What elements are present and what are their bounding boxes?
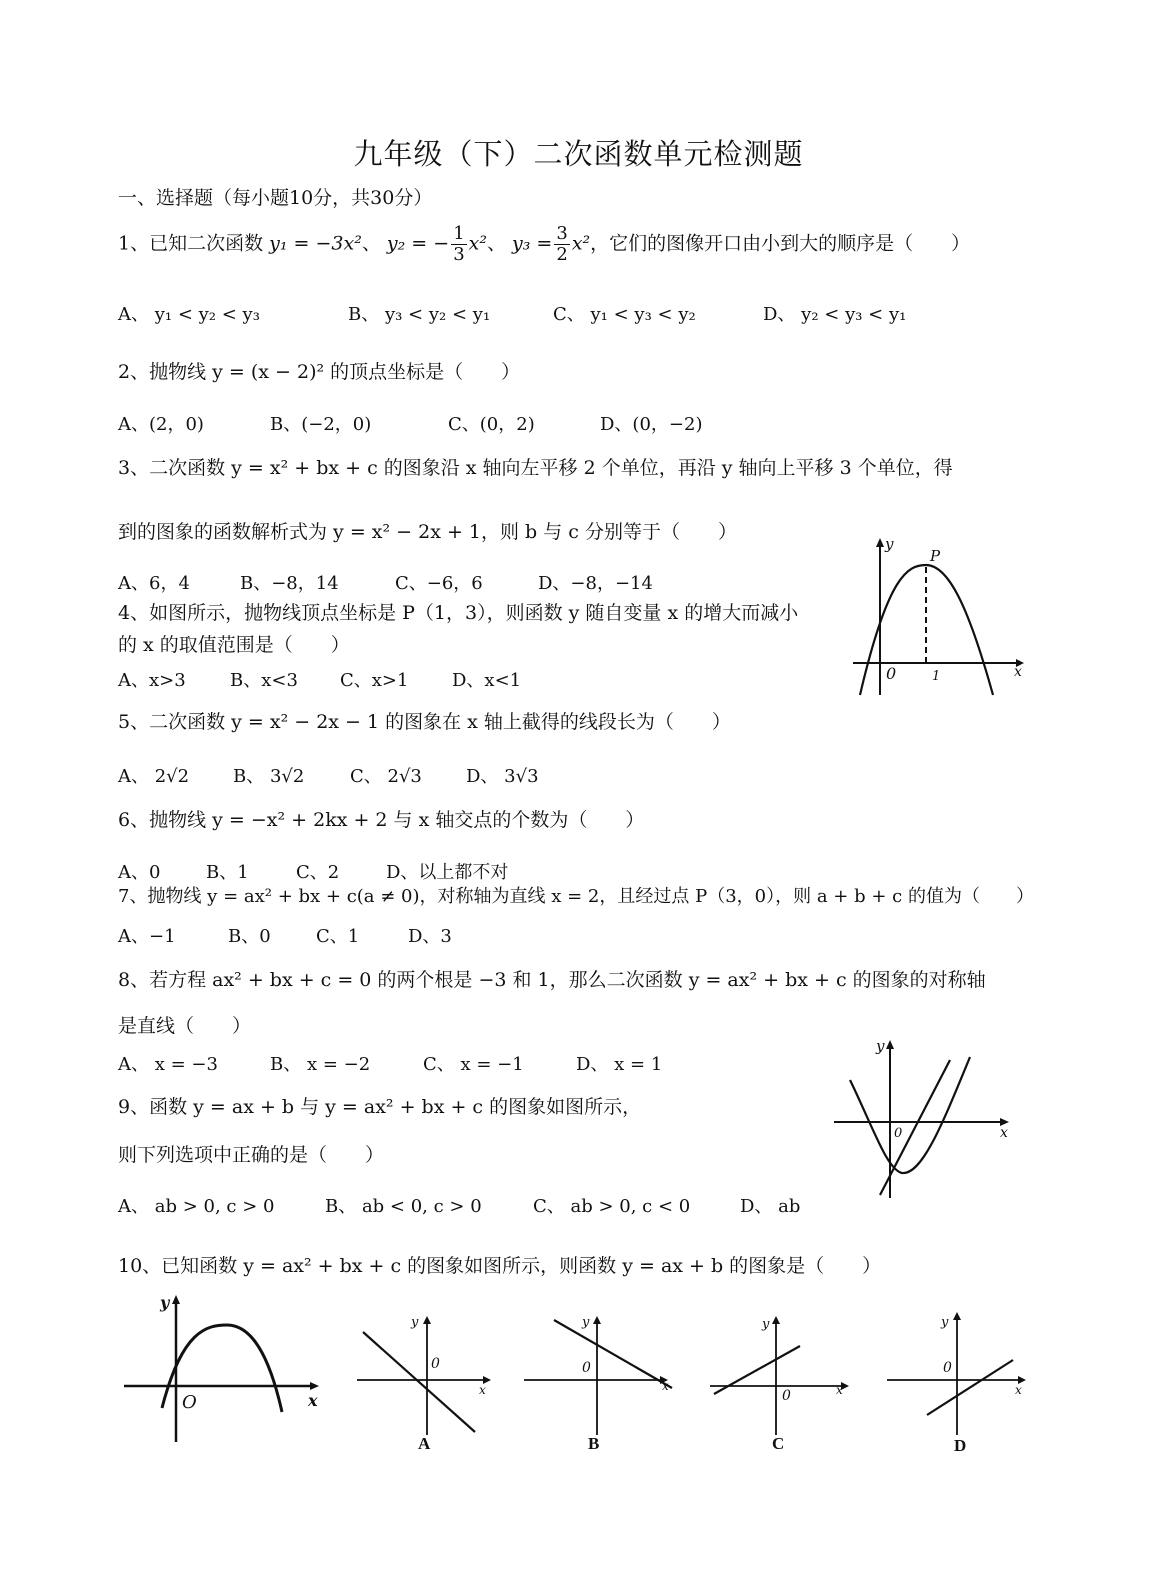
q7-option-d: D、3: [408, 926, 452, 947]
q1-option-c: C、 y₁ < y₃ < y₂: [553, 304, 696, 325]
q3-option-b: B、−8，14: [240, 573, 339, 594]
q4-point-label: P: [930, 547, 941, 565]
question-8-line2: 是直线（ ）: [118, 1015, 252, 1037]
q4-option-c: C、x>1: [340, 670, 409, 691]
q9-option-d: D、 ab: [740, 1196, 801, 1217]
q8-option-d: D、 x = 1: [576, 1054, 663, 1075]
q10-choice-c-label: C: [772, 1434, 785, 1453]
q1-option-d: D、 y₂ < y₃ < y₁: [763, 304, 907, 325]
q4-tick-label: 1: [932, 669, 941, 684]
q5-option-c: C、 2√3: [350, 766, 422, 787]
q1-options: [118, 300, 906, 326]
q1-y2-rhs: x²: [468, 232, 487, 255]
q1-y3-rhs: x²: [571, 232, 591, 255]
q6-option-d: D、以上都不对: [386, 862, 509, 883]
q1-option-a: A、 y₁ < y₂ < y₃: [118, 304, 260, 325]
q4-option-b: B、x<3: [230, 670, 298, 691]
q2-option-d: D、(0，−2): [600, 414, 703, 435]
q10-d-origin-label: 0: [943, 1360, 952, 1376]
q3-option-a: A、6，4: [118, 573, 190, 594]
page-title: 九年级（下）二次函数单元检测题: [353, 137, 804, 171]
q10-main-origin-label: O: [182, 1392, 197, 1413]
q5-options: [118, 762, 539, 788]
q10-choice-d-graph: [885, 1310, 1035, 1440]
q3-option-d: D、−8，−14: [538, 573, 653, 594]
q9-option-b: B、 ab < 0, c > 0: [325, 1196, 482, 1217]
q8-option-c: C、 x = −1: [423, 1054, 524, 1075]
q7-option-a: A、−1: [118, 926, 176, 947]
q1-y2-numerator: 1: [453, 223, 465, 244]
q1-y2-lhs: y₂ = −: [386, 232, 450, 255]
q10-choice-c-graph: [708, 1310, 858, 1440]
q10-main-x-label: x: [308, 1391, 318, 1410]
q10-choice-a-label: A: [418, 1434, 431, 1453]
question-5: 5、二次函数 y = x² − 2x − 1 的图象在 x 轴上截得的线段长为（ ）: [118, 711, 731, 733]
q10-a-origin-label: 0: [431, 1356, 440, 1372]
q9-option-c: C、 ab > 0, c < 0: [533, 1196, 691, 1217]
question-4-line2: 的 x 的取值范围是（ ）: [118, 634, 350, 656]
q1-y3-numerator: 3: [556, 223, 568, 244]
question-2: 2、抛物线 y = (x − 2)² 的顶点坐标是（ ）: [118, 361, 521, 383]
q1-y2-denominator: 3: [453, 243, 465, 265]
q10-main-y-label: y: [160, 1293, 170, 1312]
q9-option-a: A、 ab > 0, c > 0: [118, 1196, 275, 1217]
q10-c-x-label: x: [836, 1383, 843, 1397]
q1-prefix: 1、已知二次函数: [118, 232, 264, 255]
q10-choice-b-graph: [522, 1310, 682, 1440]
q10-b-x-label: x: [662, 1379, 669, 1393]
q10-c-origin-label: 0: [782, 1388, 791, 1404]
q9-options: [118, 1192, 800, 1218]
q3-options: [118, 569, 653, 595]
question-9-line2: 则下列选项中正确的是（ ）: [118, 1144, 385, 1166]
q9-y-label: y: [876, 1037, 885, 1055]
q2-options: [118, 410, 702, 436]
question-10: 10、已知函数 y = ax² + bx + c 的图象如图所示，则函数 y = ax + b 的图象是（ ）: [118, 1255, 882, 1277]
q6-option-b: B、1: [206, 862, 249, 883]
q10-main-graph: [122, 1290, 327, 1450]
q7-option-b: B、0: [228, 926, 271, 947]
q4-parabola-graph: [848, 535, 1028, 700]
q1-y1: y₁ = −3x²: [269, 232, 362, 255]
q1-y3-denominator: 2: [556, 243, 568, 265]
q10-a-y-label: y: [411, 1315, 419, 1330]
question-8-line1: 8、若方程 ax² + bx + c = 0 的两个根是 −3 和 1，那么二次函数 y = ax² + bx + c 的图象的对称轴: [118, 969, 986, 991]
q1-y3-fraction: [554, 224, 569, 265]
question-9-line1: 9、函数 y = ax + b 与 y = ax² + bx + c 的图象如图所示，: [118, 1096, 642, 1118]
q8-option-a: A、 x = −3: [118, 1054, 218, 1075]
q10-choice-d-label: D: [954, 1436, 967, 1455]
section-heading: 一、选择题（每小题10分，共30分）: [118, 187, 433, 209]
q4-x-label: x: [1014, 664, 1022, 680]
question-3-line2: 到的图象的函数解析式为 y = x² − 2x + 1，则 b 与 c 分别等于（ ）: [118, 521, 737, 543]
question-3-line1: 3、二次函数 y = x² + bx + c 的图象沿 x 轴向左平移 2 个单位，再沿 y 轴向上平移 3 个单位，得: [118, 457, 953, 479]
q10-choice-a-graph: [355, 1310, 505, 1440]
q10-b-origin-label: 0: [582, 1360, 591, 1376]
q10-d-x-label: x: [1015, 1383, 1022, 1397]
q2-option-a: A、(2，0): [118, 414, 204, 435]
q2-option-c: C、(0，2): [448, 414, 535, 435]
q4-option-d: D、x<1: [452, 670, 522, 691]
q10-choice-b-label: B: [588, 1434, 600, 1453]
q5-option-b: B、 3√2: [233, 766, 305, 787]
q1-sep1: 、: [361, 232, 381, 255]
q10-b-y-label: y: [582, 1315, 590, 1330]
q6-option-c: C、2: [296, 862, 340, 883]
q1-option-b: B、 y₃ < y₂ < y₁: [348, 304, 491, 325]
q6-option-a: A、0: [118, 862, 161, 883]
q3-option-c: C、−6，6: [395, 573, 483, 594]
q1-suffix: ，它们的图像开口由小到大的顺序是（ ）: [590, 232, 971, 255]
q5-option-d: D、 3√3: [466, 766, 539, 787]
q5-option-a: A、 2√2: [118, 766, 190, 787]
q9-graph: [832, 1035, 1022, 1200]
q6-options: [118, 858, 508, 884]
q10-c-y-label: y: [762, 1317, 770, 1332]
question-7: 7、抛物线 y = ax² + bx + c(a ≠ 0)，对称轴为直线 x = 2，且经过点 P（3，0），则 a + b + c 的值为（ ）: [118, 886, 1034, 907]
q4-origin-label: 0: [886, 664, 897, 683]
q1-y2-fraction: [451, 224, 466, 265]
q8-options: [118, 1050, 662, 1076]
question-6: 6、抛物线 y = −x² + 2kx + 2 与 x 轴交点的个数为（ ）: [118, 809, 645, 831]
q4-options: [118, 666, 521, 692]
q7-option-c: C、1: [316, 926, 360, 947]
q7-options: [118, 922, 452, 948]
question-4-line1: 4、如图所示，抛物线顶点坐标是 P（1，3），则函数 y 随自变量 x 的增大而减小: [118, 602, 799, 624]
q4-option-a: A、x>3: [118, 670, 186, 691]
q1-y3-lhs: y₃ =: [512, 232, 553, 255]
q10-d-y-label: y: [941, 1315, 949, 1330]
q9-origin-label: 0: [894, 1126, 903, 1141]
q8-option-b: B、 x = −2: [270, 1054, 371, 1075]
q2-option-b: B、(−2，0): [270, 414, 372, 435]
q4-y-label: y: [885, 535, 894, 553]
question-1: [118, 224, 970, 265]
q10-a-x-label: x: [479, 1383, 486, 1397]
q1-sep2: 、: [486, 232, 506, 255]
q9-x-label: x: [1000, 1125, 1008, 1141]
